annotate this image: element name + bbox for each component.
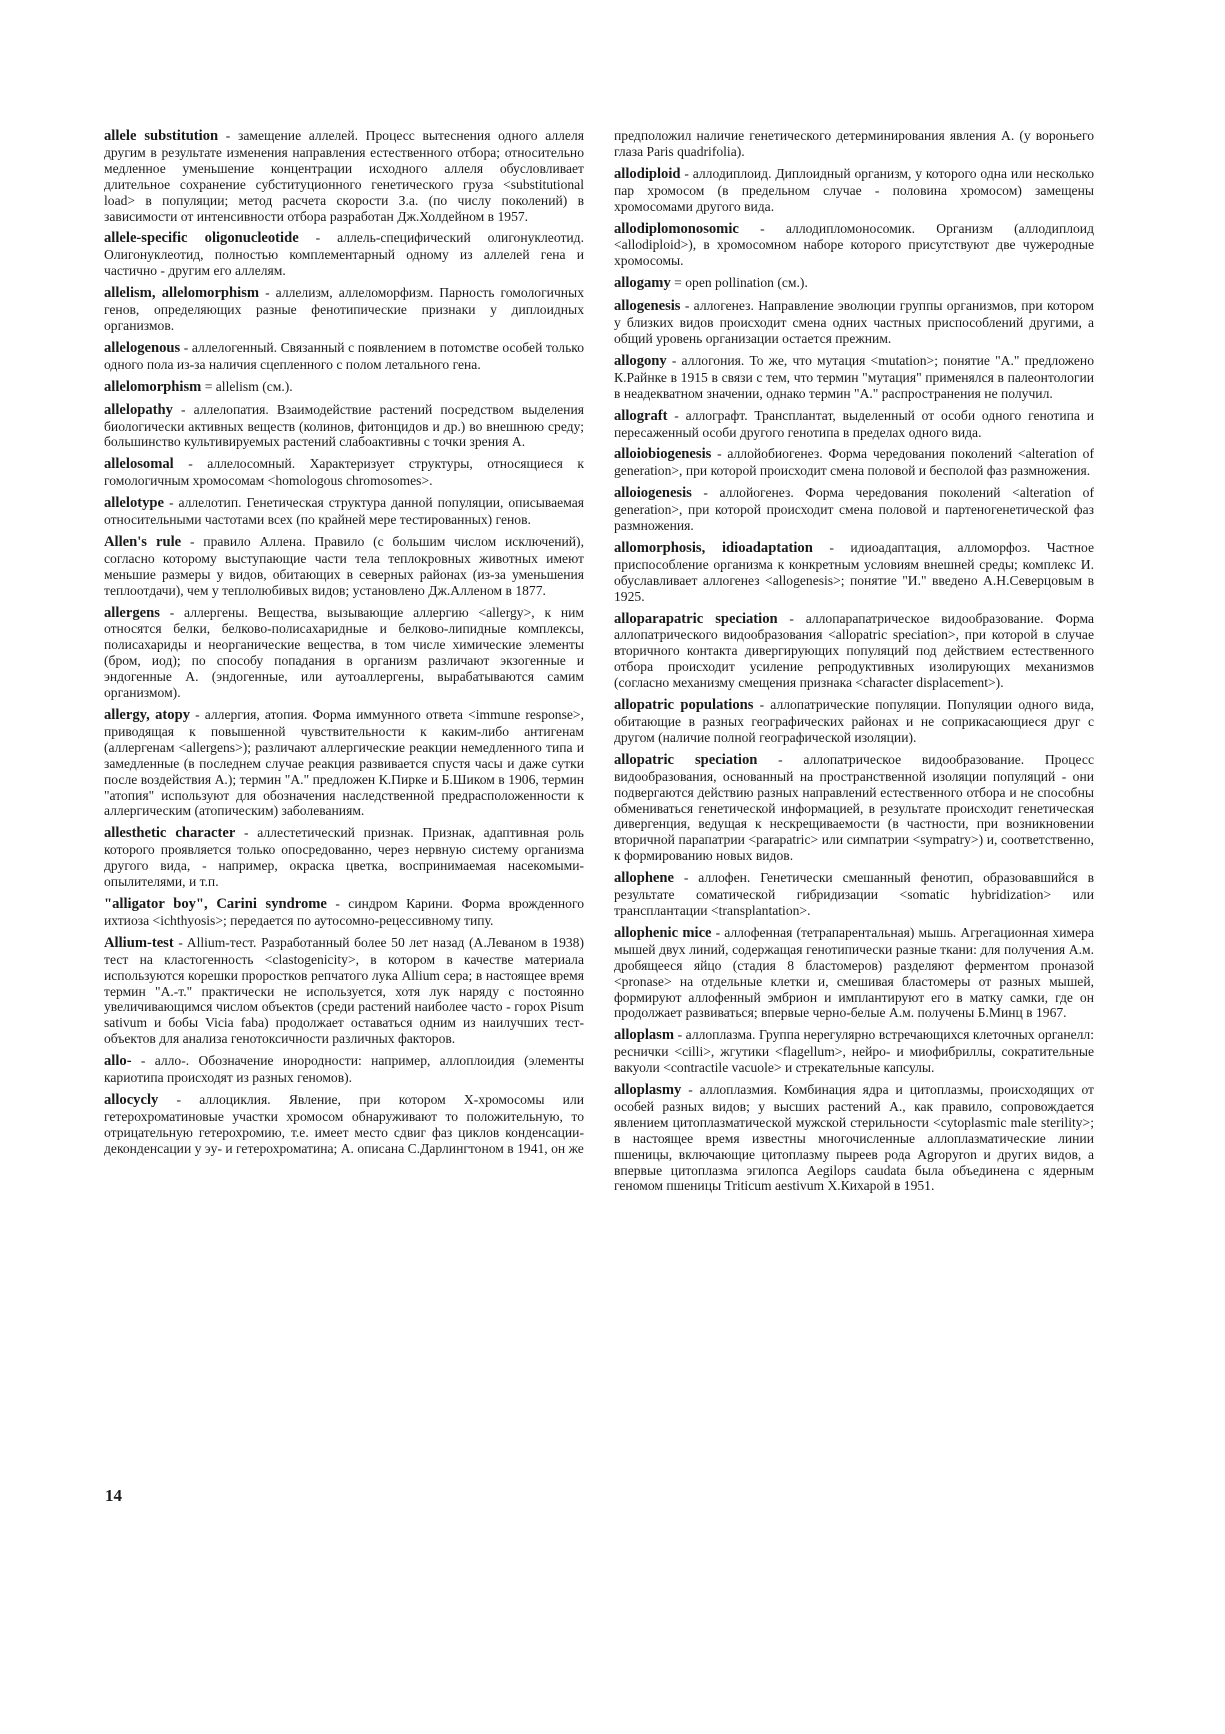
page-number: 14 (105, 1486, 122, 1505)
entry-headword: allodiplomonosomic (614, 220, 739, 237)
entry-headword: allophene (614, 870, 675, 887)
entry-headword: Allium-test (104, 934, 174, 951)
entry-headword: allele-specific oligonucleotide (104, 230, 299, 247)
entry-definition: - аллопарапатрическое видообразование. Форма аллопатрического видообразования <allopatric speciation>, при которой в случае вторичного контакта дивергирующих популяций под действием естественного отбора происходит усиление репродуктивных изолирующих механизмов (согласно механизму смещения признака <character displacement>). (614, 610, 1094, 691)
dictionary-entry (614, 275, 1094, 292)
entry-headword: allograft (614, 407, 668, 424)
dictionary-entry (614, 485, 1094, 534)
dictionary-entry (614, 540, 1094, 605)
entry-headword: allophenic mice (614, 924, 712, 941)
entry-headword: alloplasm (614, 1027, 675, 1044)
entry-headword: Allen's rule (104, 533, 182, 550)
entry-definition: - алло-. Обозначение инородности: например, аллоплоидия (элементы кариотипа происходят из разных геномов). (104, 1053, 584, 1086)
entry-definition: - аллографт. Трансплантат, выделенный от особи одного генотипа и пересаженный особи другого генотипа в пределах одного вида. (614, 407, 1094, 440)
entry-headword: allergy, atopy (104, 707, 191, 723)
entry-definition: - аллоплазмия. Комбинация ядра и цитоплазмы, происходящих от особей разных видов; у высших растений А., как правило, сопровождается явлением цитоплазматической мужской стерильности <cytoplasmic male sterility>; в настоящее время известны многочисленные аллоплазматические линии пшеницы, включающие цитоплазму пыреев рода Agropyron и других видов, а впервые цитоплазма эгилопса Aegilops caudata была объединена с ядерным геномом пшеницы Triticum aestivum Х.Кихарой в 1951. (614, 1082, 1094, 1194)
entry-headword: allesthetic character (104, 825, 236, 842)
dictionary-entry (104, 230, 584, 279)
dictionary-entry (614, 166, 1094, 215)
entry-headword: allelogenous (104, 339, 181, 356)
dictionary-entry (104, 495, 584, 528)
dictionary-entry (104, 340, 584, 373)
entry-definition: - аллопатрическое видообразование. Процесс видообразования, основанный на пространственной изоляции популяций - они подвергаются действию разных направлений естественного отбора и не способны обмениваться генетической информацией, в результате происходит генетическая дивергенция, ведущая к нескрещиваемости (в частности, при возникновении вторичной парапатрии <parapatric> или симпатрии <sympatry>) и, соответственно, к формированию новых видов. (614, 751, 1094, 864)
entry-definition: = open pollination (см.). (670, 275, 808, 291)
entry-definition: = allelism (см.). (201, 378, 293, 394)
dictionary-entry (614, 752, 1094, 864)
dictionary-entry (104, 707, 584, 819)
entry-headword: allo- (104, 1053, 132, 1070)
entry-headword: allopatric speciation (614, 751, 758, 768)
entry-definition: - аллойобиогенез. Форма чередования поколений <alteration of generation>, при которой происходит смена половой и бесполой фаз размножения. (614, 446, 1094, 479)
entry-definition: - аллоциклия. Явление, при котором Х-хромосомы или гетерохроматиновые участки хромосом обнаруживают то положительную, то отрицательную гетерохромию, т.е. имеет место сдвиг фаз циклов конденсации-деконденсации у эу- и гетерохроматина; А. описана С.Дарлингтоном в 1941, он же (104, 1091, 584, 1156)
dictionary-entry (104, 1092, 584, 1157)
dictionary-entry (104, 379, 584, 396)
entry-definition: - аллелопатия. Взаимодействие растений посредством выделения биологически активных веществ (колинов, фитонцидов и др.) во внешнюю среду; большинство культивируемых растений слабоактивны с точки зрения А. (104, 401, 584, 450)
dictionary-entry (614, 446, 1094, 479)
dictionary-entry (104, 935, 584, 1047)
entry-definition: - аллодипломоносомик. Организм (аллодиплоид <allodiploid>), в хромосомном наборе которого присутствуют две чужеродные хромосомы. (614, 220, 1094, 269)
entry-definition: - аллопатрические популяции. Популяции одного вида, обитающие в разных географических районах и не соприкасающиеся друг с другом (наличие полной географической изоляции). (614, 697, 1095, 745)
entry-definition: - аллогония. То же, что мутация <mutation>; понятие "А." предложено К.Райнке в 1915 в связи с тем, что термин "мутация" применялся в палеонтологии в неадекватном значении, однако термин "А." распространения не получил. (614, 352, 1094, 401)
dictionary-entry (614, 925, 1094, 1021)
entry-headword: allelotype (104, 495, 164, 512)
entry-headword: allogony (614, 352, 667, 369)
entry-definition: - идиоадаптация, алломорфоз. Частное приспособление организма к конкретным условиям внешней среды; комплекс И. обуславливает аллогенез <allogenesis>; понятие "И." введено А.Н.Северцовым в 1925. (614, 539, 1094, 604)
entry-headword: "alligator boy", Carini syndrome (104, 895, 327, 912)
dictionary-entry (104, 1053, 584, 1086)
entry-headword: alloplasmy (614, 1082, 682, 1099)
entry-definition: предположил наличие генетического детерминирования явления А. (у вороньего глаза Paris quadrifolia). (614, 128, 1094, 159)
dictionary-entry (614, 870, 1094, 919)
entry-definition: - аллергия, атопия. Форма иммунного ответа <immune response>, приводящая к повышенной чувствительности к каким-либо антигенам (аллергенам <allergens>); различают аллергические реакции немедленного типа и замедленные (в последнем случае реакция развивается спустя часы и даже сутки после воздействия А.); термин "А." предложен К.Пирке и Б.Шиком в 1906, термин "атопия" используют для обозначения наследственной предрасположенности к аллергическим (атопическим) заболеваниям. (104, 707, 584, 819)
entry-headword: allomorphosis, idioadaptation (614, 539, 813, 556)
entry-definition: - аллелосомный. Характеризует структуры, относящиеся к гомологичным хромосомам <homologous chromosomes>. (104, 456, 584, 489)
dictionary-entry (614, 353, 1094, 402)
entry-definition: - правило Аллена. Правило (с большим числом исключений), согласно которому выступающие части тела теплокровных животных имеют меньшие размеры у видов, обитающих в северных районах (из-за уменьшения теплоотдачи), чем у теплолюбивых видов; установлено Дж.Алленом в 1877. (104, 533, 584, 598)
entry-definition: - аллогенез. Направление эволюции группы организмов, при котором у близких видов происходит смена одних частных приспособлений другими, а общий уровень организации остается прежним. (614, 298, 1094, 346)
dictionary-entry (104, 128, 584, 224)
entry-definition: - аллергены. Вещества, вызывающие аллергию <allergy>, к ним относятся белки, белково-полисахаридные и белково-липидные комплексы, полисахариды и неорганические вещества, в том числе химические элементы (бром, иод); по способу попадания в организм различают экзогенные и эндогенные А. (эндогенные, или аутоаллергены, вырабатываются самим организмом). (104, 604, 584, 701)
dictionary-entry (614, 298, 1094, 347)
entry-definition: - аллодиплоид. Диплоидный организм, у которого одна или несколько пар хромосом (в предельном случае - половина хромосом) замещены хромосомами другого вида. (614, 165, 1094, 214)
dictionary-entry (614, 611, 1094, 692)
entry-definition: - синдром Карини. Форма врожденного ихтиоза <ichthyosis>; передается по аутосомно-рецессивному типу. (104, 895, 584, 928)
dictionary-entry (104, 534, 584, 599)
dictionary-entry (614, 221, 1094, 270)
entry-headword: allelopathy (104, 401, 173, 418)
entry-headword: allogamy (614, 275, 671, 292)
dictionary-entry (104, 605, 584, 701)
entry-definition: - аллестетический признак. Признак, адаптивная роль которого проявляется только опосредованно, через нервную систему организма другого вида, - например, окраска цветка, воспринимаемая насекомыми-опылителями, и т.п. (104, 825, 584, 890)
right-column (614, 128, 1094, 1200)
entry-headword: alloiogenesis (614, 485, 692, 502)
entry-headword: allodiploid (614, 165, 681, 182)
dictionary-entry (614, 1082, 1094, 1194)
dictionary-entry (104, 285, 584, 334)
entry-headword: allocycly (104, 1091, 159, 1108)
entry-headword: allopatric populations (614, 697, 754, 714)
entry-headword: allergens (104, 604, 160, 621)
dictionary-entry (614, 408, 1094, 441)
dictionary-entry (614, 1027, 1094, 1076)
entry-definition: - Allium-тест. Разработанный более 50 лет назад (А.Леваном в 1938) тест на кластогенность <clastogenicity>, в котором в качестве материала используются корешки проростков репчатого лука Allium cepa; в настоящее время термин "А.-т." практически не используется, хотя лук наряду с постоянно увеличивающимся числом объектов (среди растений наиболее часто - горох Pisum sativum и бобы Vicia faba) продолжает оставаться одним из наилучших тест-объектов для анализа генотоксичности различных факторов. (104, 934, 584, 1047)
entry-definition: - аллелотип. Генетическая структура данной популяции, описываемая относительными частотами всех (по крайней мере тестированных) генов. (104, 495, 584, 528)
entry-definition: - аллофенная (тетрапарентальная) мышь. Агрегационная химера мышей двух линий, содержащая генотипически разные ткани: для получения А.м. дробящееся яйцо (стадия 8 бластомеров) разделяют ферментом проназой <pronase> на отдельные клетки и, смешивая бластомеры от разных мышей, формируют аллофенный эмбрион и имплантируют его в матку самки, где он продолжает развиваться; впервые черно-белые А.м. получены Б.Минц в 1967. (614, 924, 1094, 1021)
dictionary-entry (104, 402, 584, 451)
entry-definition: - аллоплазма. Группа нерегулярно встречающихся клеточных органелл: реснички <cilli>, жгутики <flagellum>, нейро- и миофибриллы, сократительные вакуоли <contractile vacuole> и стрекательные капсулы. (614, 1027, 1094, 1076)
entry-definition: - аллойогенез. Форма чередования поколений <alteration of generation>, при которой происходит смена половой и партеногенетической фаз размножения. (614, 485, 1094, 534)
entry-headword: allelosomal (104, 456, 174, 473)
dictionary-entry (104, 896, 584, 929)
dictionary-entry (104, 825, 584, 890)
entry-headword: allogenesis (614, 298, 681, 315)
entry-headword: allelomorphism (104, 378, 202, 395)
entry-definition: - аллофен. Генетически смешанный фенотип, образовавшийся в результате соматической гибридизации <somatic hybridization> или трансплантации <transplantation>. (614, 870, 1094, 918)
entry-headword: alloparapatric speciation (614, 610, 778, 627)
left-column (104, 128, 584, 1163)
entry-definition: - замещение аллелей. Процесс вытеснения одного аллеля другим в результате изменения направления естественного отбора; относительно медленное уменьшение концентрации исходного аллеля обусловливает длительное сохранение субституционного генетического груза <substitutional load> в популяции; метод расчета скорости З.а. (по числу поколений) в зависимости от интенсивности отбора разработан Дж.Холдейном в 1957. (104, 128, 584, 224)
dictionary-entry (614, 697, 1094, 746)
entry-headword: alloiobiogenesis (614, 446, 712, 463)
dictionary-entry (614, 128, 1094, 160)
entry-headword: allelism, allelomorphism (104, 285, 260, 302)
entry-definition: - аллелизм, аллеломорфизм. Парность гомологичных генов, определяющих разные фенотипические признаки у диплоидных организмов. (104, 285, 584, 333)
entry-definition: - аллелогенный. Связанный с появлением в потомстве особей только одного пола из-за наличия сцепленного с полом летального гена. (104, 339, 584, 372)
entry-definition: - аллель-специфический олигонуклеотид. Олигонуклеотид, полностью комплементарный одному из аллелей гена и частично - другим его аллелям. (104, 230, 584, 279)
dictionary-entry (104, 456, 584, 489)
entry-headword: allele substitution (104, 128, 219, 144)
